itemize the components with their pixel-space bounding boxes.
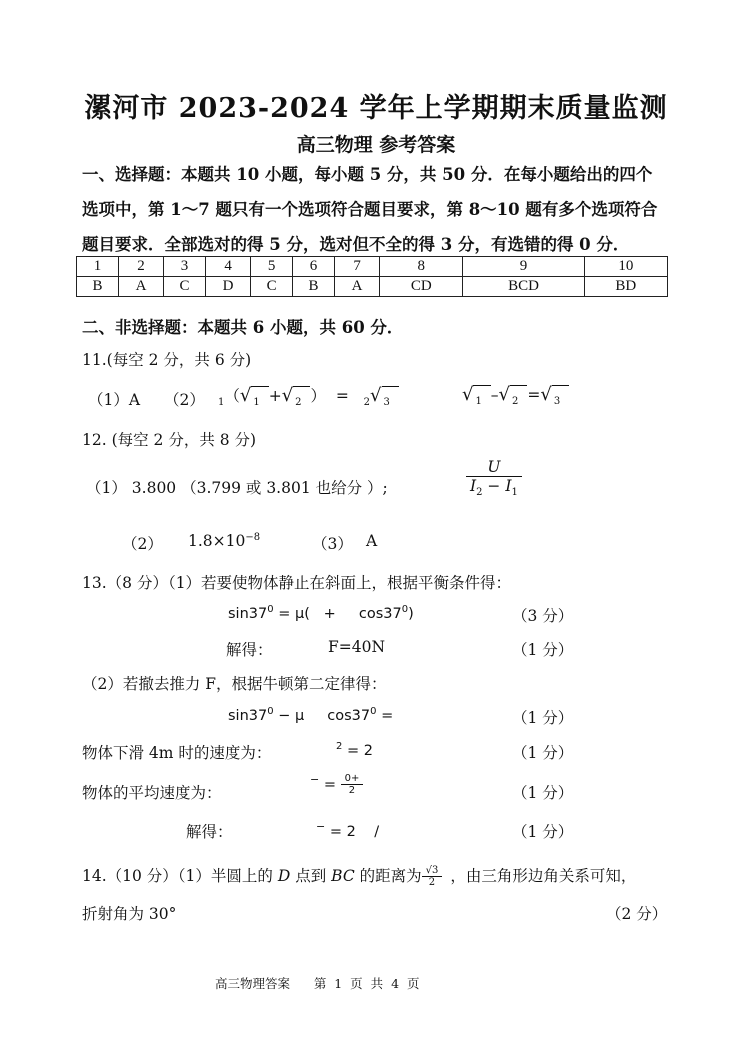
answer-table-answer-row [77, 277, 668, 297]
formula-radicand: 1 [251, 386, 268, 408]
page-subtitle: 高三物理 参考答案 [296, 134, 456, 156]
table-cell: 8 [380, 257, 463, 277]
answer-table [76, 256, 668, 297]
formula-operator: – [490, 386, 499, 404]
table-cell: BCD [463, 277, 584, 297]
sqrt-icon: √ [540, 384, 552, 405]
q13-solution1-score: （1 分） [512, 641, 574, 659]
q13-velocity-label: 物体下滑 4m 时的速度为： [82, 744, 272, 762]
q12-part1: （1） 3.800 （3.799 或 3.801 也给分 ）; [86, 479, 388, 497]
q13-equation1-score: （3 分） [512, 607, 574, 625]
q11-header: 11.(每空 2 分，共 6 分) [82, 351, 252, 369]
q13-average-score: （1 分） [512, 784, 574, 802]
answer-table-number-row [77, 257, 668, 277]
formula-radicand: 3 [552, 385, 569, 407]
table-cell: A [118, 277, 163, 297]
formula-paren: （ [224, 387, 240, 405]
q11-part2-label: （2） [164, 391, 205, 409]
sqrt-icon: √ [462, 384, 474, 405]
q13-solution2-score: （1 分） [512, 823, 574, 841]
formula-subscript: 1 [218, 397, 225, 409]
formula-radicand: 2 [293, 386, 310, 408]
page-footer: 高三物理答案 第 1 页 共 4 页 [215, 976, 420, 991]
section2-heading: 二、非选择题：本题共 6 小题，共 60 分． [82, 318, 404, 337]
q13-equation2: $\sin 37^0 - \mu$ $\cos 37^0$ = [228, 706, 394, 724]
q13-velocity-score: （1 分） [512, 744, 574, 762]
section1-line3: 题目要求．全部选对的得 5 分，选对但不全的得 3 分，有选错的得 0 分． [82, 235, 630, 254]
table-cell: D [206, 277, 251, 297]
formula-operator: = [527, 386, 541, 404]
table-cell: 7 [335, 257, 380, 277]
q13-solution1-value: F=40N [328, 638, 386, 656]
sqrt-icon: √ [281, 385, 294, 406]
sqrt-icon: √ [370, 385, 382, 406]
q14-line1: 14.（10 分）（1）半圆上的 D 点到 BC 的距离为 $\frac{√3}{2}$ ，由三角形边角关系可知， [82, 865, 637, 888]
q12-part2-label: （2） [122, 535, 163, 553]
q13-equation2-score: （1 分） [512, 709, 574, 727]
formula-radicand: 3 [382, 386, 399, 408]
table-cell: BD [584, 277, 667, 297]
formula-radicand: 2 [510, 385, 527, 407]
q14-fraction: $\frac{√3}{2}$ [422, 865, 443, 888]
section1-line2: 选项中，第 1～7 题只有一个选项符合题目要求，第 8～10 题有多个选项符合 [82, 200, 658, 219]
table-cell: CD [380, 277, 463, 297]
q11-formula1 [218, 384, 399, 408]
table-cell: B [293, 277, 335, 297]
table-cell: C [164, 277, 206, 297]
table-cell: 2 [118, 257, 163, 277]
formula-subscript: 2 [363, 397, 371, 409]
section1-line1: 一、选择题：本题共 10 小题，每小题 5 分，共 50 分．在每小题给出的四个 [82, 165, 653, 184]
formula-paren: ） [310, 387, 326, 405]
table-cell: 9 [463, 257, 584, 277]
fraction-numerator: U [466, 458, 522, 477]
table-cell: 1 [77, 257, 119, 277]
fraction-denominator: $I_2 - I_1$ [470, 477, 518, 499]
q13-solution1-label: 解得： [226, 641, 273, 659]
q12-fraction [466, 458, 522, 498]
table-cell: C [251, 277, 293, 297]
q12-part3-value: A [366, 532, 378, 550]
page-title: 漯河市 2023-2024 学年上学期期末质量监测 [84, 93, 668, 124]
formula-operator: = [335, 387, 349, 405]
table-cell: B [77, 277, 119, 297]
q12-header: 12. (每空 2 分，共 8 分) [82, 431, 257, 449]
q12-part3-label: （3） [312, 535, 353, 553]
table-cell: 10 [584, 257, 667, 277]
q14-score: （2 分） [606, 905, 668, 923]
sqrt-icon: √ [498, 384, 511, 405]
q13-velocity-equation: $^2$ = 2 [336, 741, 373, 759]
q11-formula2 [462, 384, 569, 407]
q13-solution2-equation: − = 2 / [316, 820, 380, 840]
q13-equation1: $\sin 37^0 = \mu$( + $\cos 37^0$) [228, 604, 414, 622]
q13-average-label: 物体的平均速度为： [82, 784, 222, 802]
table-cell: A [335, 277, 380, 297]
formula-operator: + [268, 387, 282, 405]
table-cell: 5 [251, 257, 293, 277]
q13-part2: （2）若撤去推力 F，根据牛顿第二定律得： [82, 675, 387, 693]
q11-part1: （1）A [88, 391, 141, 409]
q13-header: 13.（8 分）（1）若要使物体静止在斜面上，根据平衡条件得： [82, 574, 512, 592]
q14-line2: 折射角为 30° [82, 905, 177, 923]
q12-part2-value: $1.8\times 10^{-8}$ [188, 532, 261, 551]
formula-radicand: 1 [473, 385, 490, 407]
table-cell: 6 [293, 257, 335, 277]
sqrt-icon: √ [239, 385, 252, 406]
q13-solution2-label: 解得： [186, 823, 233, 841]
table-cell: 3 [164, 257, 206, 277]
table-cell: 4 [206, 257, 251, 277]
q13-average-equation: − = $\frac{0+}{2}$ [310, 773, 363, 796]
